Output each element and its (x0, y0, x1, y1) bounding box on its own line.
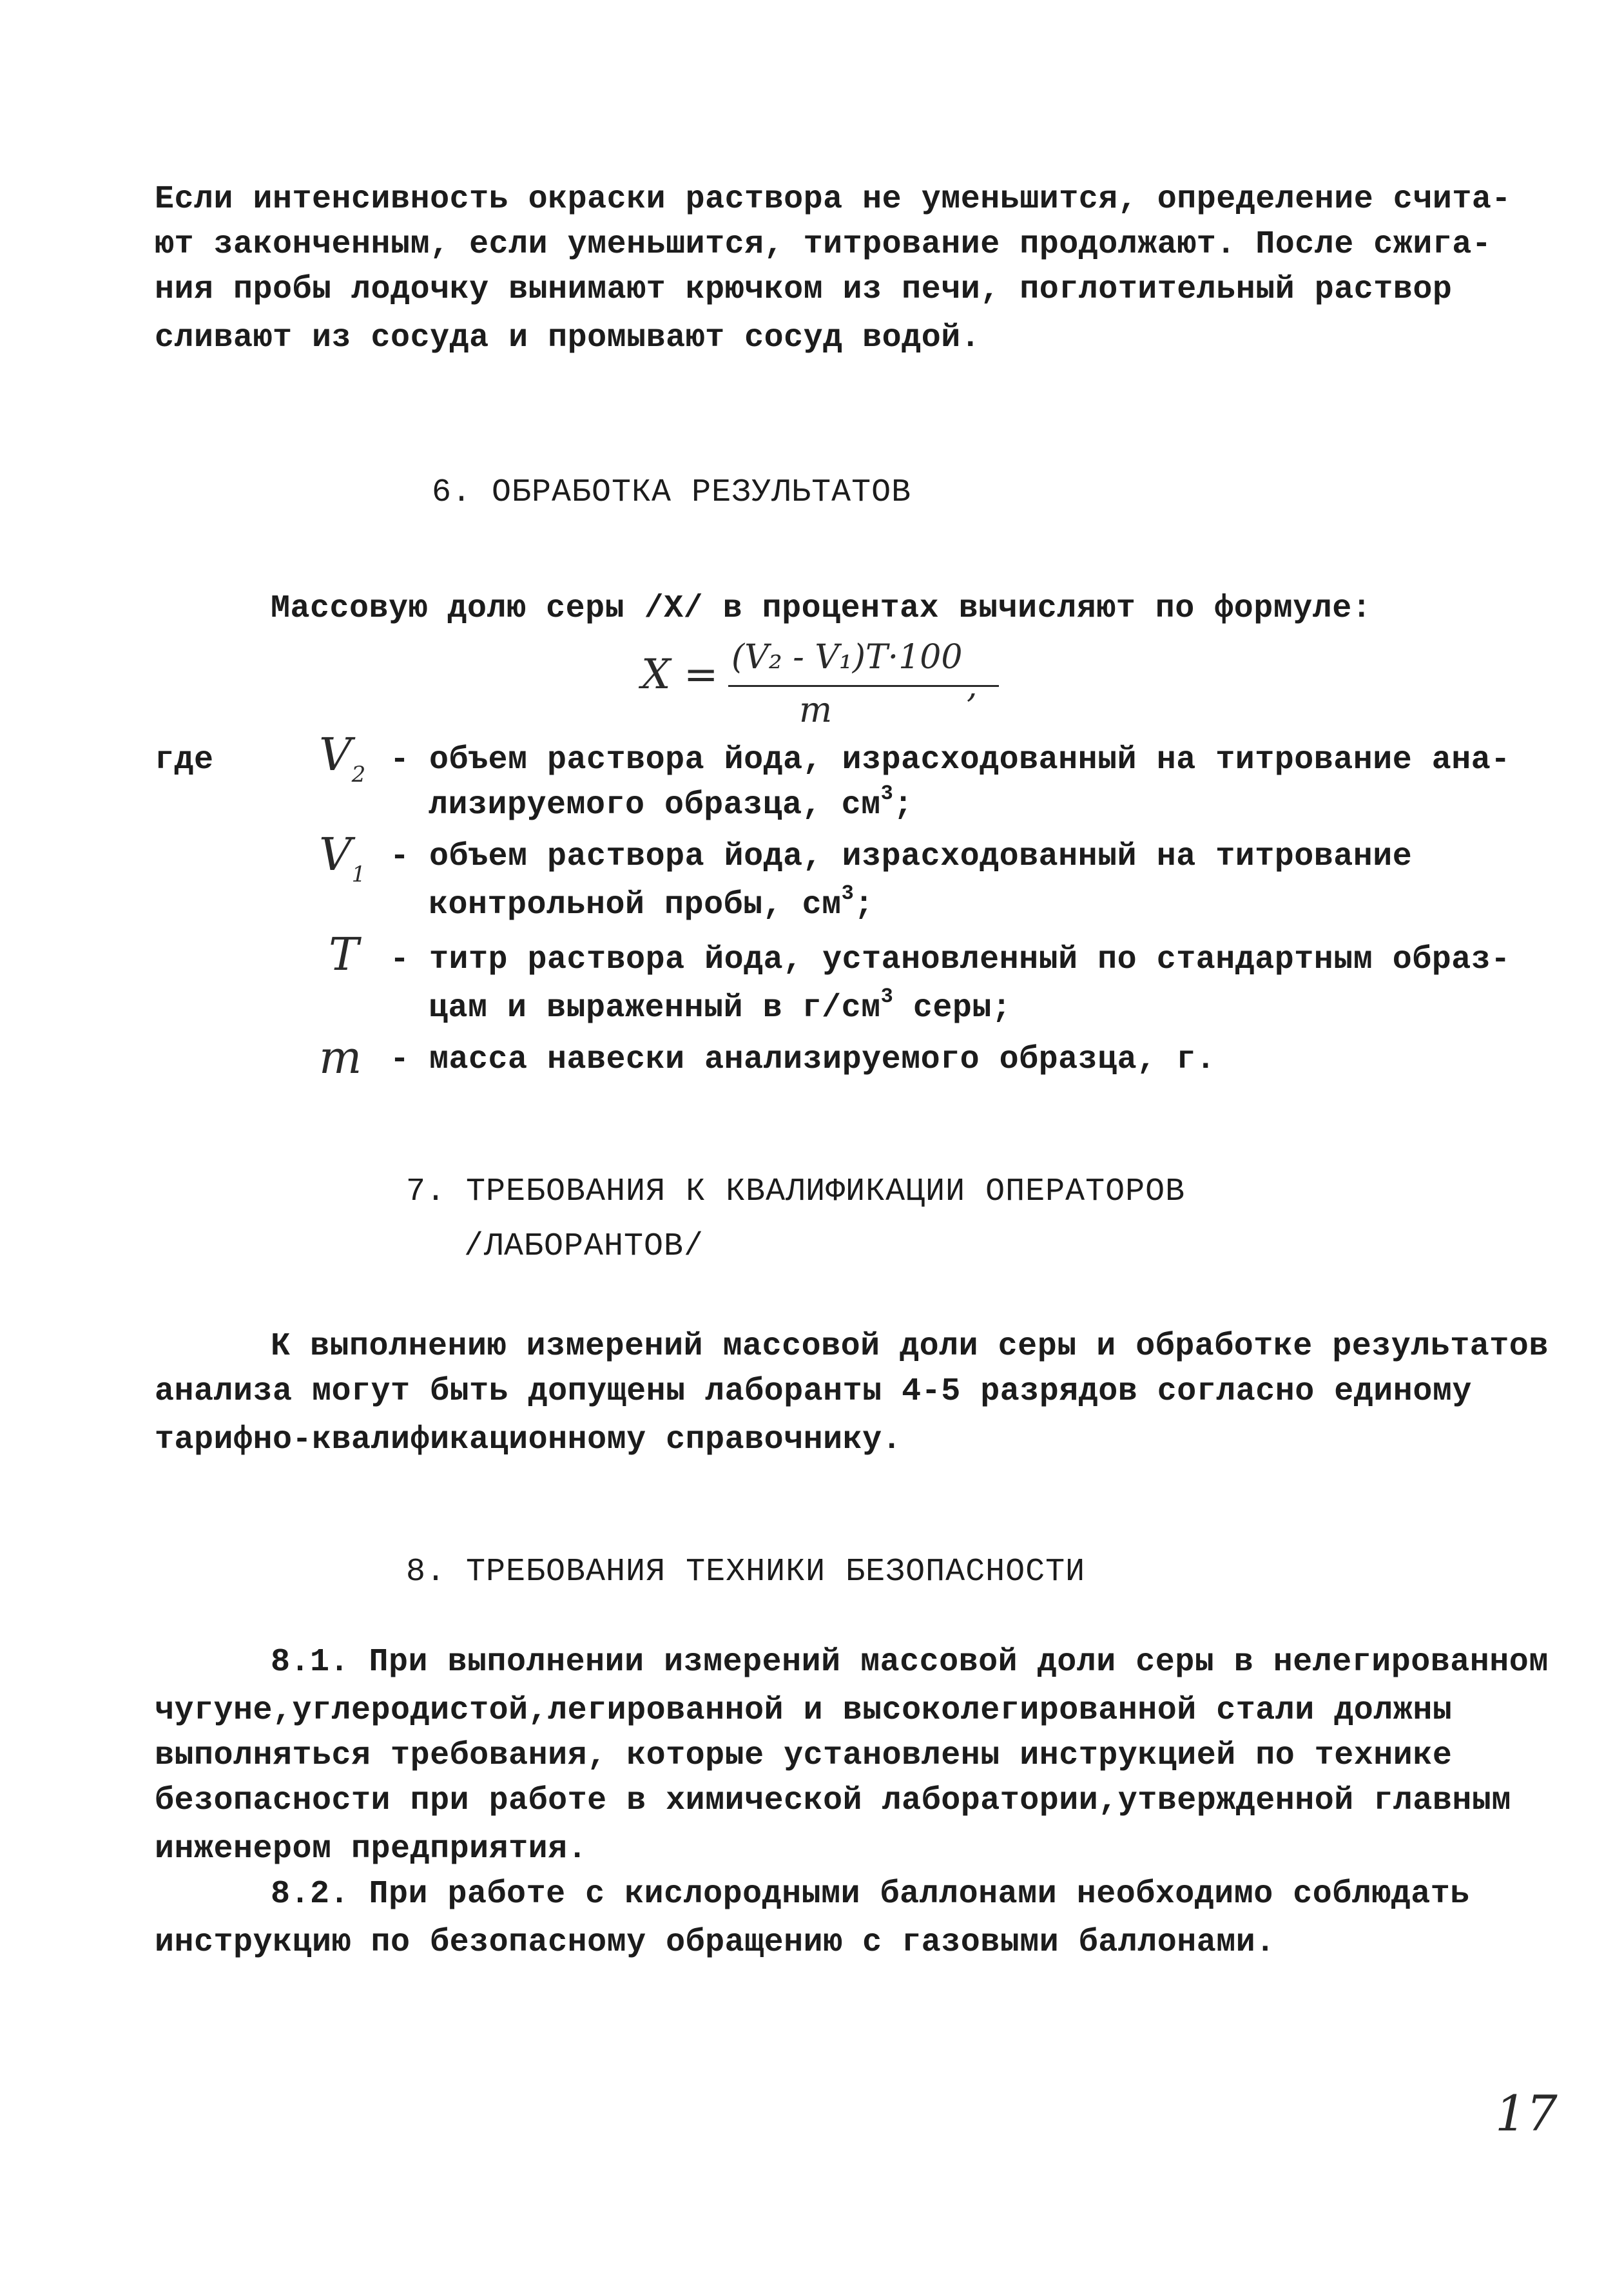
section-6-text: Массовую долю серы /X/ в процентах вычисляют по формуле: (271, 590, 1372, 627)
section-8-p1-line-4: безопасности при работе в химической лаборатории,утвержденной главным (155, 1782, 1511, 1819)
section-8-p1-line-3: выполняться требования, которые установлены инструкцией по технике (155, 1737, 1453, 1774)
definition-v1-line-1: - объем раствора йода, израсходованный на титрование (390, 838, 1413, 875)
section-8-p1-line-1: 8.1. При выполнении измерений массовой доли серы в нелегированном (271, 1644, 1549, 1681)
intro-line-2: ют законченным, если уменьшится, титрование продолжают. После сжига- (155, 226, 1492, 263)
definition-t-line-1: - титр раствора йода, установленный по стандартным образ- (390, 941, 1511, 978)
formula-trail: , (967, 667, 978, 706)
section-8-p2-line-2: инструкцию по безопасному обращению с газовыми баллонами. (155, 1924, 1275, 1961)
definition-v2-line-1: - объем раствора йода, израсходованный на титрование ана- (390, 742, 1511, 778)
intro-line-4: сливают из сосуда и промывают сосуд водой. (155, 320, 981, 356)
fraction-bar (728, 685, 999, 687)
section-6-heading: 6. ОБРАБОТКА РЕЗУЛЬТАТОВ (432, 474, 912, 511)
definition-t-line-2: цам и выраженный в $г/см^3$ серы; (429, 985, 1012, 1027)
symbol-v1: $V_1$ (319, 828, 366, 887)
section-8-p1-line-5: инженером предприятия. (155, 1831, 588, 1868)
formula-lhs: X = (641, 651, 719, 699)
symbol-m: m (319, 1031, 362, 1084)
section-8-heading: 8. ТРЕБОВАНИЯ ТЕХНИКИ БЕЗОПАСНОСТИ (406, 1554, 1086, 1590)
definition-v2-line-2: лизируемого образца, $см^3$; (429, 782, 913, 824)
definition-m-line-1: - масса навески анализируемого образца, г. (390, 1041, 1216, 1078)
section-7-line-1: К выполнению измерений массовой доли серы и обработке результатов (271, 1328, 1549, 1365)
formula-denominator: m (799, 690, 833, 730)
section-7-heading-line-1: 7. ТРЕБОВАНИЯ К КВАЛИФИКАЦИИ ОПЕРАТОРОВ (406, 1173, 1186, 1210)
where-label: где (155, 742, 214, 778)
intro-line-3: ния пробы лодочку вынимают крючком из печи, поглотительный раствор (155, 271, 1453, 308)
symbol-v2: $V_2$ (319, 728, 366, 787)
definition-v1-line-2: контрольной пробы, $см^3$; (429, 882, 874, 923)
intro-line-1: Если интенсивность окраски раствора не уменьшится, определение счита- (155, 181, 1511, 218)
section-7-line-3: тарифно-квалификационному справочнику. (155, 1422, 902, 1458)
formula-numerator: (V₂ - V₁)T·100 (731, 638, 963, 677)
page-number: 17 (1495, 2085, 1558, 2142)
symbol-t: T (329, 928, 359, 981)
section-8-p1-line-2: чугуне,углеродистой,легированной и высоколегированной стали должны (155, 1692, 1453, 1729)
section-8-p2-line-1: 8.2. При работе с кислородными баллонами необходимо соблюдать (271, 1876, 1470, 1913)
section-7-line-2: анализа могут быть допущены лаборанты 4-5 разрядов согласно единому (155, 1373, 1472, 1410)
section-7-heading-line-2: /ЛАБОРАНТОВ/ (464, 1228, 704, 1265)
